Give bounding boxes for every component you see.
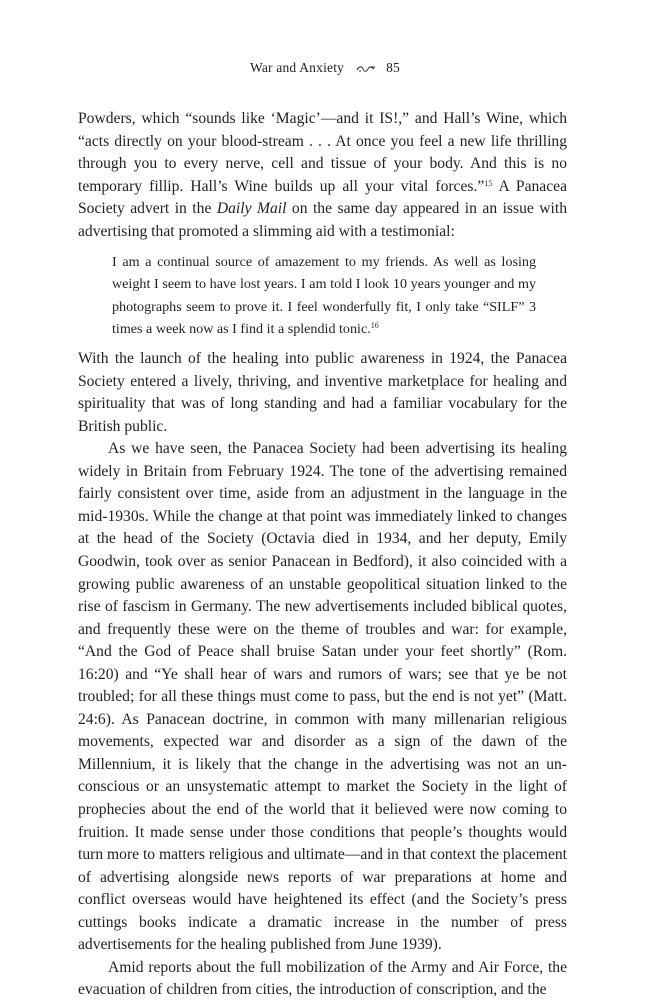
decorative-flourish-icon (356, 65, 376, 73)
paragraph: With the launch of the healing into public awareness in 1924, the Panacea Society entered a lively, thriving, and inventive marketplace for healing and spirituality that was of long standing and had a familiar vocabulary for the British public. (78, 350, 567, 435)
block-quote (112, 251, 536, 340)
paragraph: As we have seen, the Panacea Society had been advertising its healing widely in Britain from February 1924. The tone of the advertising remained fairly consistent over time, aside from an adjustment in the language in the mid-1930s. While the change at that point was immediately linked to changes at the head of the Society (Octavia died in 1934, and her deputy, Emily Goodwin, took over as senior Panacean in Bedford), it also coincided with a growing public awareness of an unstable geopolitical situation linked to the rise of fascism in Germany. The new advertisements included biblical quotes, and frequently these were on the theme of troubles and war: for example, “And the God of Peace shall bruise Satan under your feet shortly” (Rom. 16:20) and “Ye shall hear of wars and rumors of wars; see that ye be not troubled; for all these things must come to pass, but the end is not yet” (Matt. 24:6). As Panacean doctrine, in common with many millenarian religious movements, expected war and disorder as a sign of the dawn of the Millennium, it is likely that the change in the advertising was not an unconscious or an unsystematic attempt to market the Society in the light of prophecies about the end of the world that it believed were now coming to fruition. It made sense under those conditions that people’s thoughts would turn more to matters religious and ultimate—and in that context the placement of advertising alongside news reports of war preparations at home and conflict overseas would have heightened its effect (and the Society’s press cuttings books indicate a dramatic increase in the number of press advertisements for the healing published from June 1939). (78, 440, 567, 954)
paragraph: Amid reports about the full mobilization of the Army and Air Force, the evacuation of children from cities, the introduction of conscription, and the (78, 958, 567, 999)
footnote-marker: 15 (484, 178, 493, 188)
quote-text: I am a continual source of amazement to my friends. As well as losing weight I seem to have lost years. I am told I look 10 years younger and my photographs seem to prove it. I feel wonderfully fit, I only take “SILF” 3 times a week now as I find it a splendid tonic. (112, 254, 536, 337)
running-title: War and Anxiety (249, 60, 345, 75)
paragraph-continued (78, 108, 567, 243)
paragraph-text: on the same day appeared in an issue with advertising that promoted a slimming aid with a testimonial: (78, 200, 567, 240)
publication-title: Daily Mail (216, 200, 287, 218)
running-header (0, 58, 650, 78)
body-text (78, 108, 567, 1002)
paragraph-text: Powders, which “sounds like ‘Magic’—and it IS!,” and Hall’s Wine, which “acts directly on your blood-stream . . . At once you feel a new life thrilling through you to every nerve, cell and tissue of your body. And this is no temporary fillip. Hall’s Wine builds up all your vital forces.” (78, 110, 567, 195)
page-number: 85 (386, 60, 401, 75)
paragraph-text: A Panacea Society advert in the (78, 177, 567, 218)
footnote-marker: 16 (370, 320, 379, 330)
